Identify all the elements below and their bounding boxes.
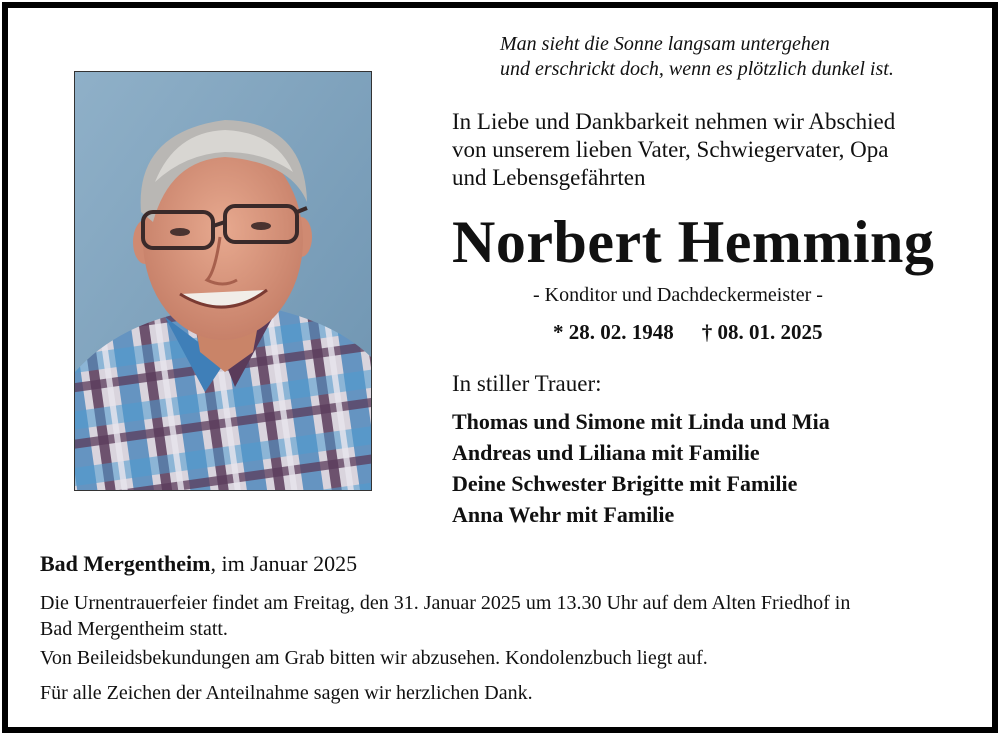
ceremony-line-1: Die Urnentrauerfeier findet am Freitag, den 31. Januar 2025 um 13.30 Uhr auf dem Alten Friedhof in (40, 592, 851, 614)
intro-line-1: In Liebe und Dankbarkeit nehmen wir Abschied (452, 109, 896, 134)
intro-line-3: und Lebensgefährten (452, 165, 646, 190)
deceased-name: Norbert Hemming (452, 209, 935, 275)
death-date: † 08. 01. 2025 (701, 320, 823, 344)
portrait-photo (74, 71, 372, 491)
ceremony-line-2: Bad Mergentheim statt. (40, 618, 228, 640)
life-dates (553, 318, 823, 346)
poem-line-2: und erschrickt doch, wenn es plötzlich dunkel ist. (500, 58, 894, 80)
farewell-intro (452, 108, 895, 192)
family-member: Andreas und Liliana mit Familie (452, 440, 760, 465)
deceased-profession: - Konditor und Dachdeckermeister - (533, 284, 823, 306)
city-name: Bad Mergentheim (40, 551, 211, 576)
family-member: Anna Wehr mit Familie (452, 502, 675, 527)
thanks-note: Für alle Zeichen der Anteilnahme sagen wir herzlichen Dank. (40, 682, 533, 704)
condolence-note: Von Beileidsbekundungen am Grab bitten wir abzusehen. Kondolenzbuch liegt auf. (40, 647, 708, 669)
month-year: , im Januar 2025 (210, 551, 358, 576)
portrait-illustration (75, 72, 371, 490)
family-list (452, 406, 830, 530)
poem-line-1: Man sieht die Sonne langsam untergehen (500, 33, 830, 55)
place-date-line (40, 550, 357, 578)
intro-line-2: von unserem lieben Vater, Schwiegervater, Opa (452, 137, 889, 162)
birth-date: * 28. 02. 1948 (553, 320, 674, 344)
family-member: Thomas und Simone mit Linda und Mia (452, 409, 830, 434)
poem-quote (500, 32, 894, 82)
mourning-label: In stiller Trauer: (452, 371, 602, 396)
family-member: Deine Schwester Brigitte mit Familie (452, 471, 798, 496)
notices (40, 590, 850, 706)
